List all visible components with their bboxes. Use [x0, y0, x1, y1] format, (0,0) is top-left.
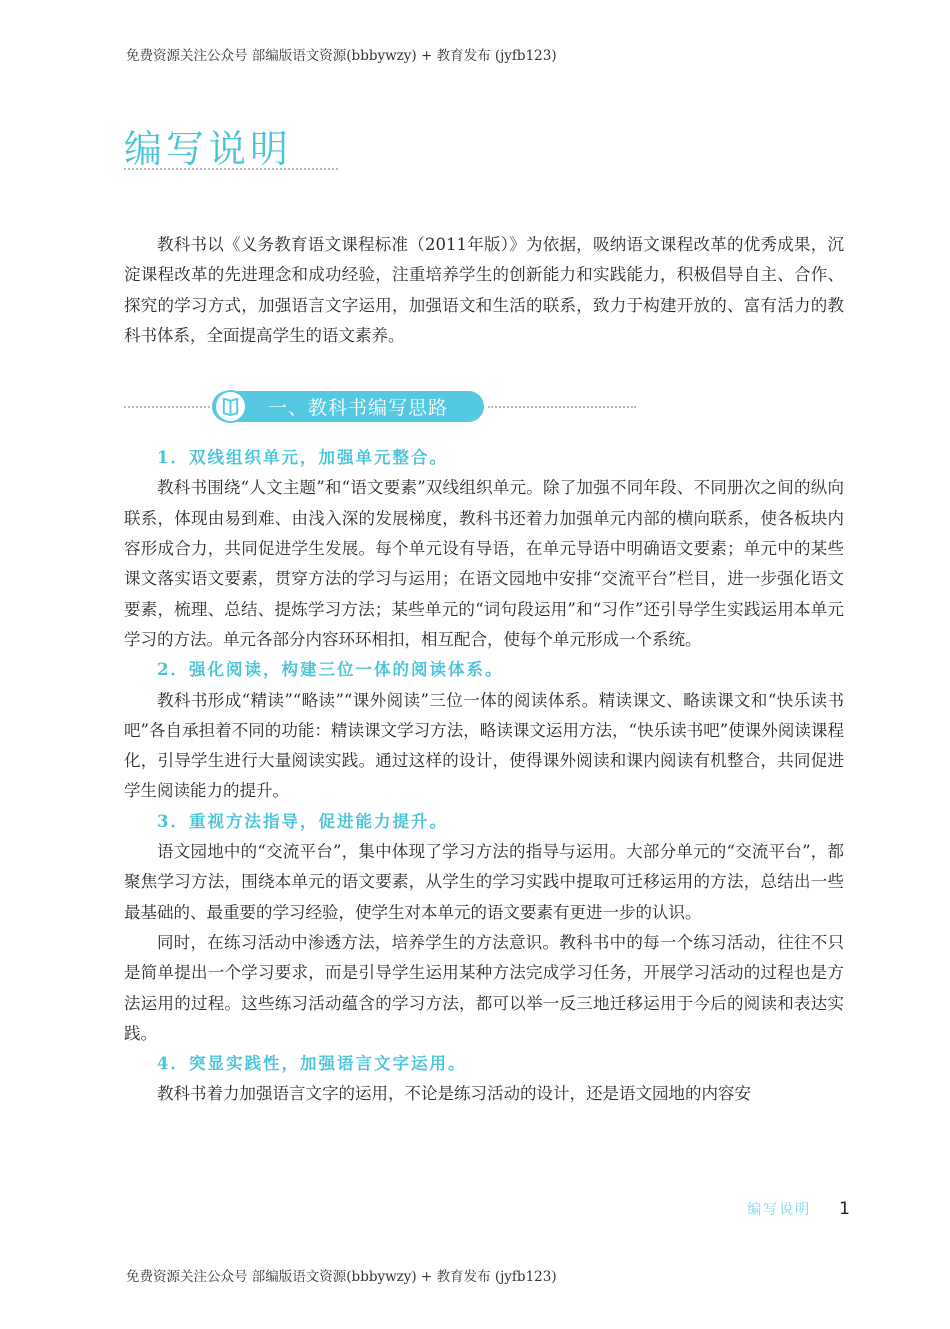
subheading-3: 3．重视方法指导，促进能力提升。	[157, 811, 448, 831]
page-footer	[747, 1199, 850, 1219]
subheading-2: 2．强化阅读，构建三位一体的阅读体系。	[157, 660, 504, 680]
header-note: 免费资源关注公众号 部编版语文资源(bbbywzy) + 教育发布 (jyfb123)	[126, 48, 557, 64]
paragraph: 教科书形成“精读”“略读”“课外阅读”三位一体的阅读体系。精读课文、略读课文和“快乐读书吧”各自承担着不同的功能：精读课文学习方法，略读课文运用方法，“快乐读书吧”使课外阅读课程化，引导学生进行大量阅读实践。通过这样的设计，使得课外阅读和课内阅读有机整合，共同促进学生阅读能力的提升。	[124, 690, 844, 801]
footer-label: 编写说明	[747, 1202, 812, 1218]
section-pill	[212, 391, 484, 422]
subheading-4: 4．突显实践性，加强语言文字运用。	[157, 1054, 467, 1074]
paragraph: 教科书着力加强语言文字的运用，不论是练习活动的设计，还是语文园地的内容安	[157, 1084, 751, 1104]
footer-note: 免费资源关注公众号 部编版语文资源(bbbywzy) + 教育发布 (jyfb123)	[126, 1269, 557, 1285]
paragraph: 语文园地中的“交流平台”，集中体现了学习方法的指导与运用。大部分单元的“交流平台”，都聚焦学习方法，围绕本单元的语文要素，从学生的学习实践中提取可迁移运用的方法，总结出一些最基础的、最重要的学习经验，使学生对本单元的语文要素有更进一步的认识。	[124, 842, 844, 922]
main-content	[124, 230, 844, 1110]
page-number: 1	[839, 1199, 850, 1219]
intro-paragraph: 教科书以《义务教育语文课程标准（2011年版）》为依据，吸纳语文课程改革的优秀成果，沉淀课程改革的先进理念和成功经验，注重培养学生的创新能力和实践能力，积极倡导自主、合作、探究的学习方式，加强语言文字运用，加强语文和生活的联系，致力于构建开放的、富有活力的教科书体系，全面提高学生的语文素养。	[124, 235, 844, 345]
book-icon	[214, 390, 247, 423]
paragraph: 同时，在练习活动中渗透方法，培养学生的方法意识。教科书中的每一个练习活动，往往不只是简单提出一个学习要求，而是引导学生运用某种方法完成学习任务，开展学习活动的过程也是方法运用的过程。这些练习活动蕴含的学习方法，都可以举一反三地迁移运用于今后的阅读和表达实践。	[124, 932, 844, 1043]
subheading-1: 1．双线组织单元，加强单元整合。	[157, 448, 448, 468]
dotted-rule-right	[488, 406, 636, 408]
section-header	[124, 391, 844, 431]
section-title: 一、教科书编写思路	[268, 397, 449, 420]
dotted-rule-left	[124, 406, 214, 408]
title-divider	[124, 168, 338, 170]
page-title: 编写说明	[124, 127, 293, 171]
paragraph: 教科书围绕“人文主题”和“语文要素”双线组织单元。除了加强不同年段、不同册次之间的纵向联系，体现由易到难、由浅入深的发展梯度，教科书还着力加强单元内部的横向联系，使各板块内容形成合力，共同促进学生发展。每个单元设有导语，在单元导语中明确语文要素；单元中的某些课文落实语文要素，贯穿方法的学习与运用；在语文园地中安排“交流平台”栏目，进一步强化语文要素，梳理、总结、提炼学习方法；某些单元的“词句段运用”和“习作”还引导学生实践运用本单元学习的方法。单元各部分内容环环相扣，相互配合，使每个单元形成一个系统。	[124, 478, 844, 649]
